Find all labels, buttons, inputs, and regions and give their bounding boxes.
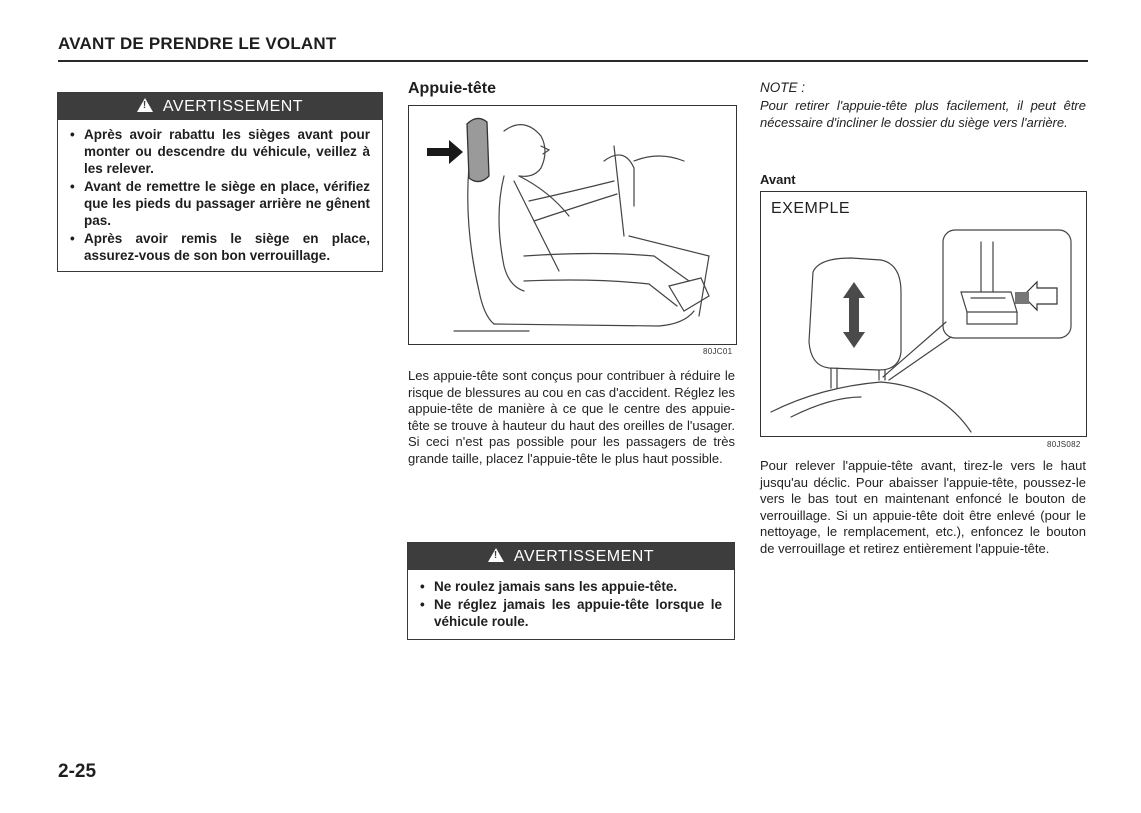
- warning-title: AVERTISSEMENT: [162, 98, 304, 115]
- warning-list: [408, 570, 734, 639]
- warning-triangle-icon: [488, 548, 504, 562]
- front-heading: Avant: [760, 172, 796, 187]
- warning-item: • Ne réglez jamais les appuie-tête lorsque le véhicule roule.: [420, 596, 722, 630]
- headrest-adjust-illustration: [761, 192, 1086, 436]
- page-header-title: AVANT DE PRENDRE LE VOLANT: [58, 34, 337, 53]
- warning-title: AVERTISSEMENT: [513, 548, 655, 565]
- example-label: EXEMPLE: [771, 200, 851, 217]
- warning-box-headrest: [407, 542, 735, 640]
- warning-item: • Avant de remettre le siège en place, vérifiez que les pieds du passager arrière ne gênent pas.: [70, 178, 370, 229]
- figure-code: 80JC01: [703, 347, 733, 356]
- header-rule: [58, 60, 1088, 62]
- warning-item: • Ne roulez jamais sans les appuie-tête.: [420, 578, 722, 595]
- section-title: Appuie-tête: [408, 80, 496, 97]
- page-number: 2-25: [58, 761, 97, 782]
- front-headrest-instructions: Pour relever l'appuie-tête avant, tirez-le vers le haut jusqu'au déclic. Pour abaisser l'appuie-tête, poussez-le vers le bas tout en maintenant enfoncé le bouton de verrouillage. Si un appuie-tête doit être enlevé (pour le nettoyage, le remplacement, etc.), enfoncez le bouton de verrouillage et retirez entièrement l'appuie-tête.: [760, 458, 1086, 556]
- note-text: Pour retirer l'appuie-tête plus facilement, il peut être nécessaire d'incliner le dossier du siège vers l'arrière.: [760, 98, 1086, 130]
- figure-headrest-adjust: [760, 191, 1087, 437]
- warning-triangle-icon: [137, 98, 153, 112]
- warning-item: • Après avoir rabattu les sièges avant pour monter ou descendre du véhicule, veillez à les relever.: [70, 126, 370, 177]
- warning-header: [58, 93, 382, 120]
- warning-header: [408, 543, 734, 570]
- warning-item: • Après avoir remis le siège en place, assurez-vous de son bon verrouillage.: [70, 230, 370, 264]
- driver-headrest-illustration: [409, 106, 736, 344]
- figure-driver-headrest: [408, 105, 737, 345]
- figure-code: 80JS082: [1047, 440, 1081, 449]
- warning-box-seats: [57, 92, 383, 272]
- note-label: NOTE :: [760, 80, 806, 95]
- warning-list: [58, 120, 382, 271]
- headrest-description: Les appuie-tête sont conçus pour contribuer à réduire le risque de blessures au cou en cas d'accident. Réglez les appuie-tête de manière à ce que le centre des appuie-tête se trouve à hauteur du haut des oreilles de l'usager. Si ceci n'est pas possible pour les passagers de très grande taille, placez l'appuie-tête le plus haut possible.: [408, 368, 735, 466]
